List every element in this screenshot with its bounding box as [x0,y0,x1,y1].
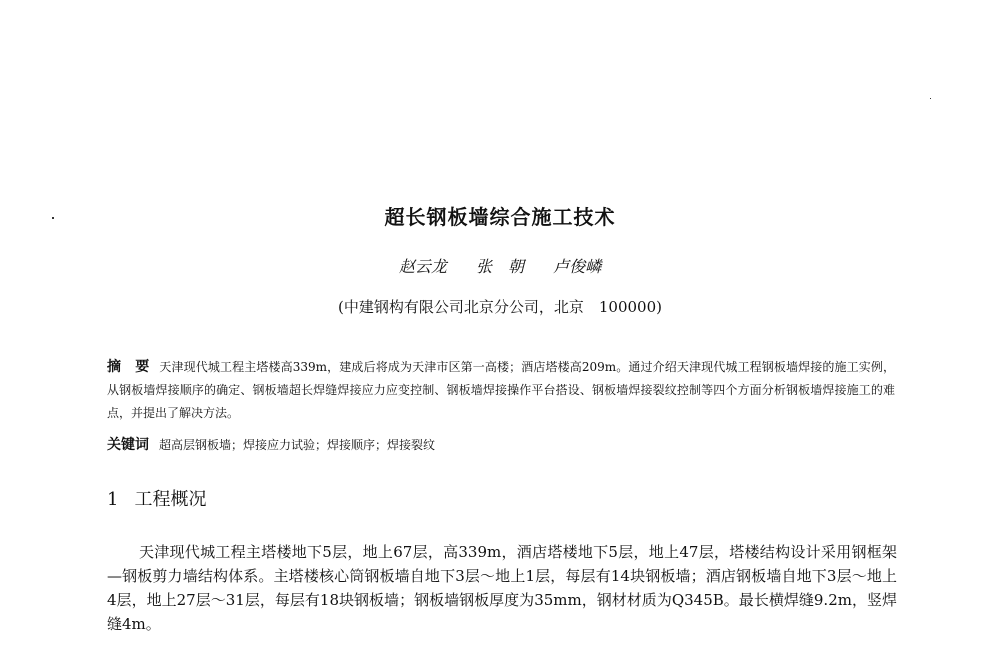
keywords-text: 超高层钢板墙；焊接应力试验；焊接顺序；焊接裂纹 [159,438,436,452]
section-title: 工程概况 [134,489,207,510]
paper-title: 超长钢板墙综合施工技术 [384,205,616,229]
affiliation: (中建钢构有限公司北京分公司，北京 100000) [338,298,662,316]
author-name: 卢俊嶙 [553,257,602,276]
abstract-text: 天津现代城工程主塔楼高339m，建成后将成为天津市区第一高楼；酒店塔楼高209m。通过介绍天津现代城工程钢板墙焊接的施工实例，从钢板墙焊接顺序的确定、钢板墙超长焊缝焊接应力应变控制、钢板墙焊接操作平台搭设、钢板墙焊接裂纹控制等四个方面分析钢板墙焊接施工的难点，并提出了解决方法。 [107,360,896,420]
author-name: 张 朝 [475,257,524,276]
body-paragraph: 天津现代城工程主塔楼地下5层，地上67层，高339m，酒店塔楼地下5层，地上47层，塔楼结构设计采用钢框架—钢板剪力墙结构体系。主塔楼核心筒钢板墙自地下3层～地上1层，每层有14块钢板墙；酒店钢板墙自地下3层～地上4层，地上27层～31层，每层有18块钢板墙；钢板墙钢板厚度为35mm，钢材材质为Q345B。最长横焊缝9.2m，竖焊缝4m。 [107,543,897,633]
keywords [107,434,895,456]
author-list [0,254,1000,277]
abstract-label: 摘 要 [107,359,150,375]
section-number: 1 [107,489,119,510]
abstract [107,356,895,425]
section-heading [107,485,206,511]
author-name: 赵云龙 [398,257,447,276]
keywords-label: 关键词 [107,437,149,453]
scan-speck [930,98,931,99]
